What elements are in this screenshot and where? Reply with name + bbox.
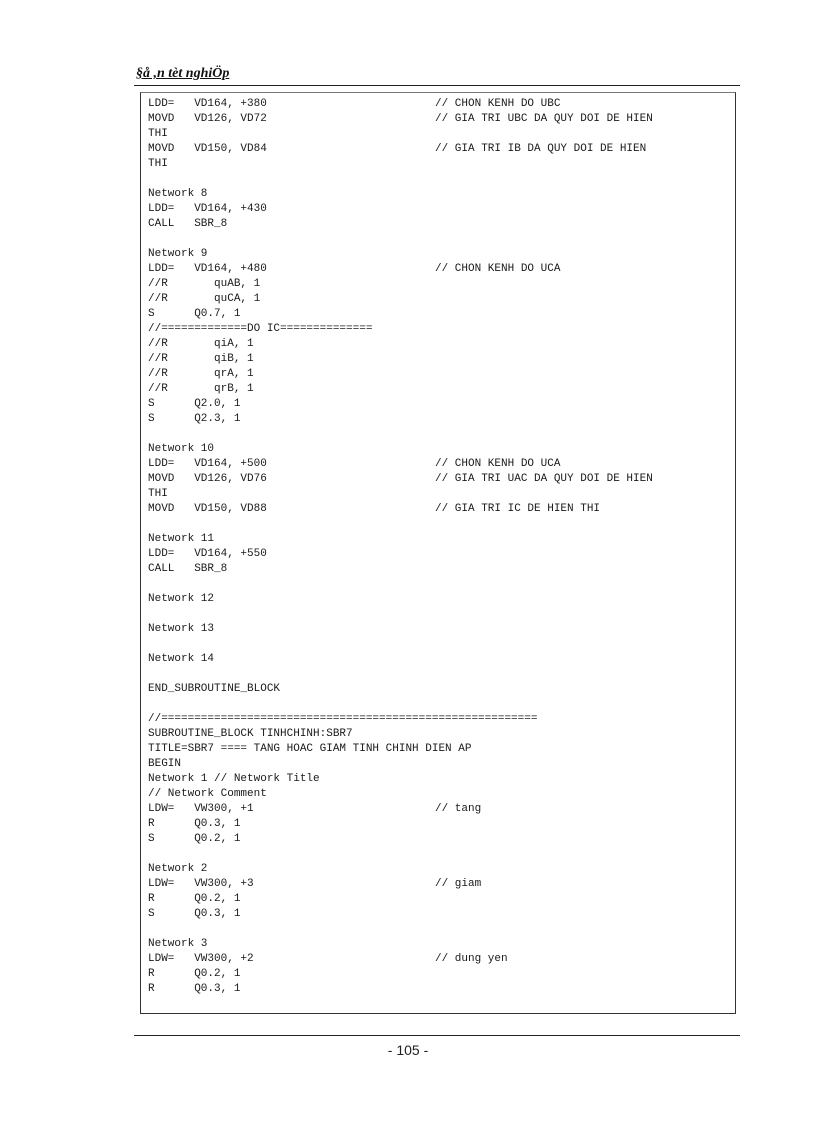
code-line: [148, 772, 731, 787]
code-line: [148, 787, 731, 802]
code-line: [148, 307, 731, 322]
code-line: [148, 397, 731, 412]
code-instruction: Network 8: [148, 188, 208, 200]
code-instruction: //=========================================================: [148, 713, 538, 725]
code-line: [148, 667, 731, 682]
code-instruction: END_SUBROUTINE_BLOCK: [148, 683, 281, 695]
header-rule: [134, 85, 740, 86]
code-line: [148, 472, 731, 487]
code-comment: // CHON KENH DO UCA: [435, 263, 561, 275]
code-comment: // GIA TRI IC DE HIEN THI: [435, 503, 601, 515]
code-line: [148, 802, 731, 817]
code-line: [148, 697, 731, 712]
code-line: [148, 112, 731, 127]
code-line: [148, 382, 731, 397]
code-instruction: SUBROUTINE_BLOCK TINHCHINH:SBR7: [148, 728, 353, 740]
code-line: [148, 592, 731, 607]
code-line: [148, 622, 731, 637]
code-line: [148, 517, 731, 532]
code-instruction: LDW= VW300, +2: [148, 953, 254, 965]
code-line: [148, 742, 731, 757]
code-instruction: LDD= VD164, +380: [148, 98, 267, 110]
code-line: [148, 847, 731, 862]
code-comment: // giam: [435, 878, 482, 890]
code-line: [148, 412, 731, 427]
code-line: [148, 427, 731, 442]
code-line: [148, 502, 731, 517]
code-instruction: Network 12: [148, 593, 215, 605]
code-instruction: Network 11: [148, 533, 215, 545]
code-line: [148, 247, 731, 262]
code-line: [148, 532, 731, 547]
code-instruction: Network 2: [148, 863, 208, 875]
code-instruction: S Q0.3, 1: [148, 908, 241, 920]
code-line: [148, 262, 731, 277]
code-instruction: LDD= VD164, +480: [148, 263, 267, 275]
code-line: [148, 367, 731, 382]
code-instruction: MOVD VD126, VD76: [148, 473, 267, 485]
code-instruction: Network 9: [148, 248, 208, 260]
code-instruction: MOVD VD126, VD72: [148, 113, 267, 125]
code-line: [148, 487, 731, 502]
code-line: [148, 712, 731, 727]
code-instruction: THI: [148, 488, 168, 500]
footer-rule: [134, 1035, 740, 1036]
code-line: [148, 817, 731, 832]
code-comment: // GIA TRI IB DA QUY DOI DE HIEN: [435, 143, 647, 155]
code-comment: // GIA TRI UBC DA QUY DOI DE HIEN: [435, 113, 653, 125]
code-instruction: Network 13: [148, 623, 215, 635]
code-comment: // tang: [435, 803, 482, 815]
code-line: [148, 937, 731, 952]
code-instruction: R Q0.3, 1: [148, 983, 241, 995]
code-line: [148, 967, 731, 982]
code-instruction: S Q0.7, 1: [148, 308, 241, 320]
code-line: [148, 142, 731, 157]
code-instruction: THI: [148, 128, 168, 140]
code-instruction: Network 10: [148, 443, 215, 455]
code-instruction: //=============DO IC==============: [148, 323, 373, 335]
code-instruction: LDW= VW300, +3: [148, 878, 254, 890]
code-instruction: R Q0.2, 1: [148, 893, 241, 905]
code-line: [148, 862, 731, 877]
code-line: [148, 652, 731, 667]
code-instruction: THI: [148, 158, 168, 170]
code-comment: // GIA TRI UAC DA QUY DOI DE HIEN: [435, 473, 653, 485]
code-line: [148, 232, 731, 247]
code-instruction: LDW= VW300, +1: [148, 803, 254, 815]
code-instruction: Network 1 // Network Title: [148, 773, 320, 785]
code-instruction: LDD= VD164, +430: [148, 203, 267, 215]
code-instruction: //R qiA, 1: [148, 338, 254, 350]
code-line: [148, 352, 731, 367]
code-listing-box: [140, 92, 736, 1014]
code-line: [148, 892, 731, 907]
code-line: [148, 157, 731, 172]
code-instruction: //R qrB, 1: [148, 383, 254, 395]
code-listing: [148, 97, 731, 997]
code-line: [148, 277, 731, 292]
code-instruction: LDD= VD164, +500: [148, 458, 267, 470]
code-line: [148, 877, 731, 892]
code-instruction: Network 3: [148, 938, 208, 950]
code-line: [148, 217, 731, 232]
code-comment: // CHON KENH DO UBC: [435, 98, 561, 110]
code-line: [148, 607, 731, 622]
code-line: [148, 562, 731, 577]
code-line: [148, 727, 731, 742]
code-line: [148, 442, 731, 457]
code-line: [148, 982, 731, 997]
code-instruction: S Q2.3, 1: [148, 413, 241, 425]
code-comment: // CHON KENH DO UCA: [435, 458, 561, 470]
code-line: [148, 547, 731, 562]
code-instruction: //R quAB, 1: [148, 278, 261, 290]
code-instruction: S Q0.2, 1: [148, 833, 241, 845]
code-instruction: MOVD VD150, VD84: [148, 143, 267, 155]
code-line: [148, 337, 731, 352]
code-line: [148, 97, 731, 112]
code-line: [148, 682, 731, 697]
code-instruction: S Q2.0, 1: [148, 398, 241, 410]
code-instruction: //R qrA, 1: [148, 368, 254, 380]
code-line: [148, 187, 731, 202]
code-instruction: LDD= VD164, +550: [148, 548, 267, 560]
code-instruction: CALL SBR_8: [148, 563, 228, 575]
code-instruction: Network 14: [148, 653, 215, 665]
code-line: [148, 907, 731, 922]
code-line: [148, 832, 731, 847]
code-instruction: //R qiB, 1: [148, 353, 254, 365]
code-line: [148, 757, 731, 772]
code-instruction: R Q0.3, 1: [148, 818, 241, 830]
code-instruction: MOVD VD150, VD88: [148, 503, 267, 515]
code-line: [148, 202, 731, 217]
code-line: [148, 457, 731, 472]
code-line: [148, 292, 731, 307]
code-instruction: CALL SBR_8: [148, 218, 228, 230]
code-line: [148, 577, 731, 592]
code-comment: // dung yen: [435, 953, 508, 965]
code-instruction: //R quCA, 1: [148, 293, 261, 305]
code-line: [148, 922, 731, 937]
page-number: - 105 -: [387, 1042, 429, 1058]
code-instruction: R Q0.2, 1: [148, 968, 241, 980]
code-line: [148, 952, 731, 967]
code-instruction: BEGIN: [148, 758, 182, 770]
code-line: [148, 172, 731, 187]
code-line: [148, 127, 731, 142]
code-instruction: TITLE=SBR7 ==== TANG HOAC GIAM TINH CHINH DIEN AP: [148, 743, 472, 755]
page-header-title: §å ,n tèt nghiÖp: [136, 66, 230, 81]
code-line: [148, 637, 731, 652]
code-instruction: // Network Comment: [148, 788, 267, 800]
code-line: [148, 322, 731, 337]
